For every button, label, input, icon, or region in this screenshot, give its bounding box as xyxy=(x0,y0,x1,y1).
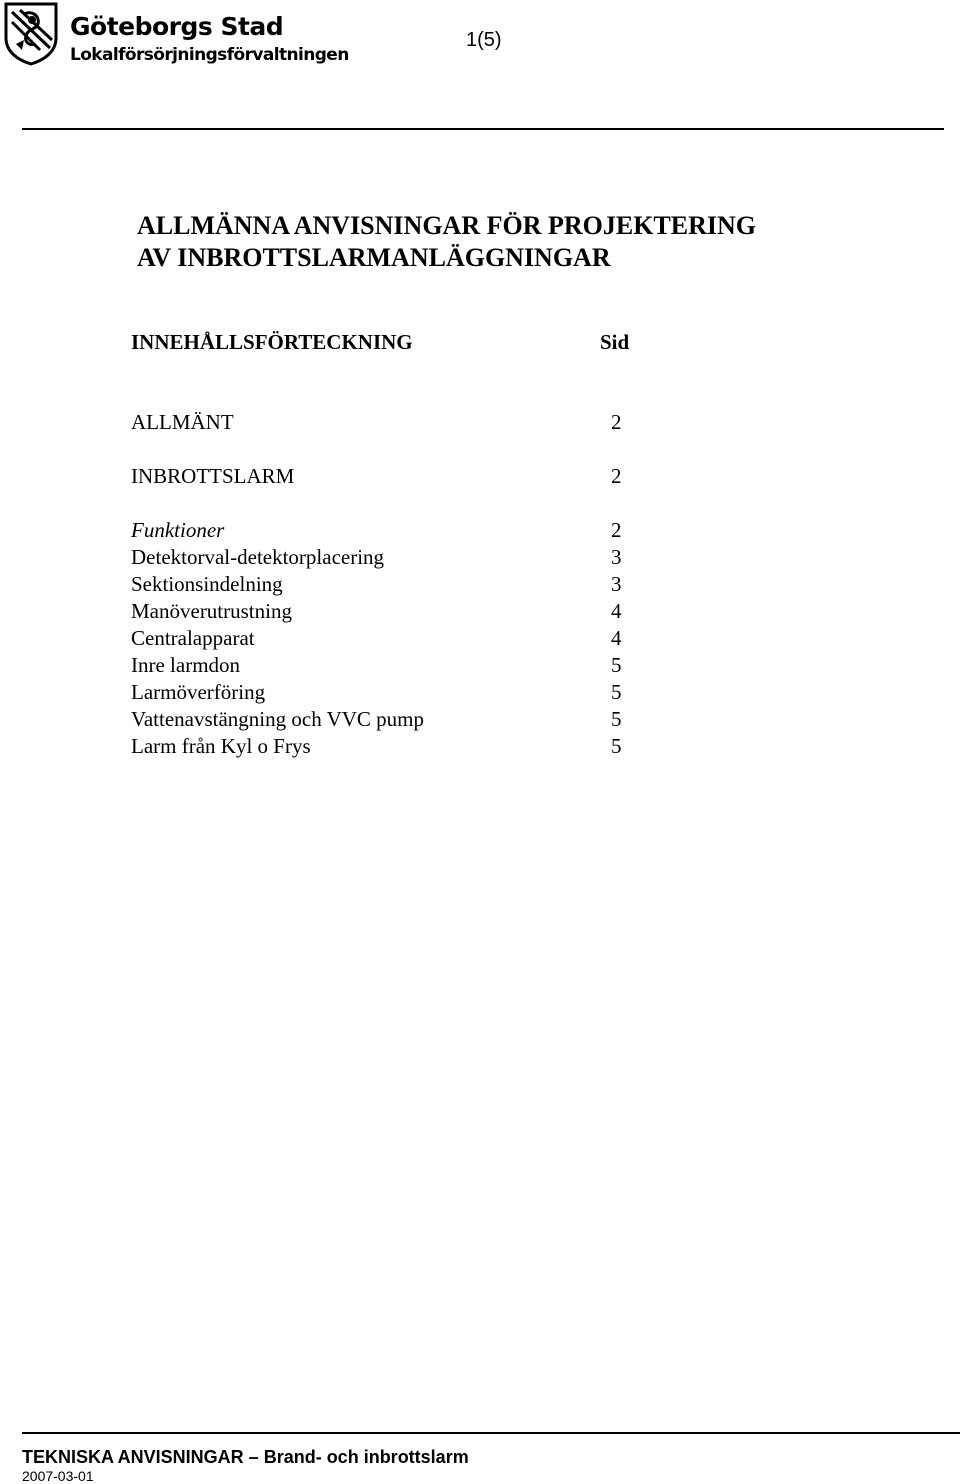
toc-entry-page: 4 xyxy=(611,626,622,650)
toc-section-label: INBROTTSLARM xyxy=(131,464,295,488)
toc-entry-label: Inre larmdon xyxy=(131,653,241,677)
footer-date: 2007-03-01 xyxy=(22,1468,94,1484)
toc-section-page: 2 xyxy=(611,464,622,488)
toc-entry-label: Manöverutrustning xyxy=(131,599,292,623)
department-name: Lokalförsörjningsförvaltningen xyxy=(70,45,349,65)
toc-page-column-heading: Sid xyxy=(600,330,630,354)
toc-entry-page: 5 xyxy=(611,707,622,731)
toc-entry-page: 4 xyxy=(611,599,622,623)
toc-entry-page: 5 xyxy=(611,680,622,704)
document-title-line-1: ALLMÄNNA ANVISNINGAR FÖR PROJEKTERING xyxy=(137,211,756,240)
toc-entry-label: Larm från Kyl o Frys xyxy=(131,734,311,758)
toc-entry-page: 3 xyxy=(611,572,622,596)
toc-entry-label: Vattenavstängning och VVC pump xyxy=(131,707,424,731)
toc-section-page: 2 xyxy=(611,410,622,434)
toc-entry-label: Centralapparat xyxy=(131,626,255,650)
footer-divider xyxy=(22,1432,960,1434)
footer-title: TEKNISKA ANVISNINGAR – Brand- och inbrottslarm xyxy=(22,1447,469,1467)
toc-entry-page: 5 xyxy=(611,734,622,758)
document-title-line-2: AV INBROTTSLARMANLÄGGNINGAR xyxy=(137,243,611,272)
toc-entry-page: 2 xyxy=(611,518,622,542)
toc-entry-label: Larmöverföring xyxy=(131,680,266,704)
page-number: 1(5) xyxy=(466,29,502,51)
toc-entry-label: Funktioner xyxy=(131,518,225,542)
header-divider xyxy=(22,128,944,130)
toc-entry-page: 3 xyxy=(611,545,622,569)
toc-section-label: ALLMÄNT xyxy=(131,410,234,434)
toc-entry-label: Detektorval-detektorplacering xyxy=(131,545,385,569)
toc-entry-label: Sektionsindelning xyxy=(131,572,283,596)
toc-heading: INNEHÅLLSFÖRTECKNING xyxy=(131,330,413,354)
toc-entry-page: 5 xyxy=(611,653,622,677)
organization-name: Göteborgs Stad xyxy=(70,12,284,41)
city-coat-of-arms-icon xyxy=(2,0,60,66)
